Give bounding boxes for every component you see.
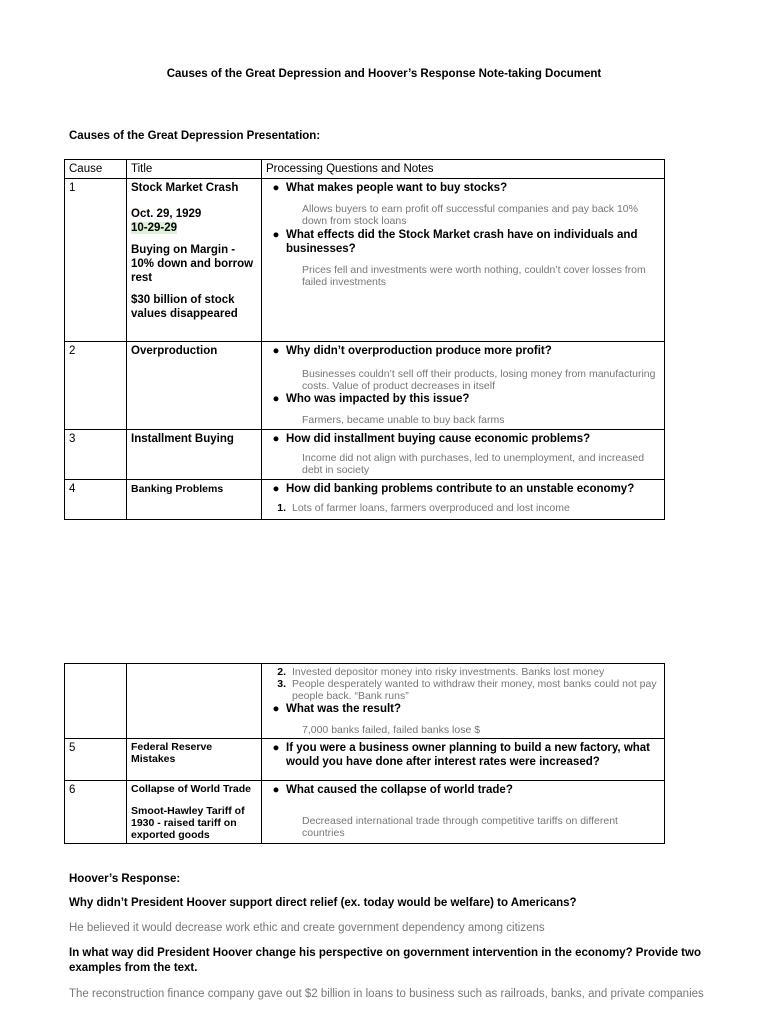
question: ● What was the result? (266, 702, 661, 716)
crash-date: Oct. 29, 1929 (131, 208, 202, 220)
cause-title-cell (127, 781, 262, 844)
notes-cell (262, 739, 665, 781)
question: ● What makes people want to buy stocks? (266, 181, 661, 195)
hoover-question-2: In what way did President Hoover change his perspective on government intervention in the economy? Provide two examples from the text. (69, 947, 701, 974)
cause-title: Installment Buying (127, 430, 262, 480)
table-row-1 (65, 179, 665, 342)
bullet-icon: ● (272, 182, 280, 194)
answer: Decreased international trade through competitive tariffs on different countries (302, 815, 618, 839)
answer: 7,000 banks failed, failed banks lose $ (302, 724, 481, 736)
notes-cell (262, 664, 665, 739)
bullet-icon: ● (272, 433, 280, 445)
bullet-icon: ● (272, 483, 280, 495)
notes-cell (262, 179, 665, 342)
cause-title: Stock Market Crash (131, 182, 239, 194)
hoover-heading: Hoover’s Response: (69, 873, 181, 885)
bullet-icon: ● (272, 703, 280, 715)
cause-title-empty (127, 664, 262, 739)
notes-cell (262, 480, 665, 520)
question: ● What caused the collapse of world trade? (266, 783, 661, 797)
numbered-answer: 1. Lots of farmer loans, farmers overproduced and lost income (277, 502, 570, 514)
bullet-icon: ● (272, 393, 280, 405)
header-cause: Cause (65, 160, 127, 179)
header-notes: Processing Questions and Notes (262, 160, 665, 179)
cause-number: 2 (65, 342, 127, 430)
bullet-icon: ● (272, 784, 280, 796)
table-header-row (65, 160, 665, 179)
numbered-answer: 2. Invested depositor money into risky investments. Banks lost money (277, 666, 605, 678)
causes-table-part-2 (64, 663, 665, 844)
table-row-6 (65, 781, 665, 844)
answer: Income did not align with purchases, led to unemployment, and increased debt in society (302, 452, 645, 476)
header-title: Title (127, 160, 262, 179)
causes-table-part-1 (64, 159, 665, 520)
cause-title: Collapse of World Trade (131, 783, 251, 795)
cause-number: 4 (65, 480, 127, 520)
cause-number: 6 (65, 781, 127, 844)
question: ● How did installment buying cause economic problems? (266, 432, 661, 446)
document-title: Causes of the Great Depression and Hoover’s Response Note-taking Document (166, 68, 602, 80)
cause-number: 5 (65, 739, 127, 781)
margin-note: Buying on Margin - 10% down and borrow rest (131, 244, 254, 284)
section-heading-causes: Causes of the Great Depression Presentation: (69, 130, 321, 142)
question: ● Who was impacted by this issue? (266, 392, 661, 406)
hoover-question-1: Why didn’t President Hoover support direct relief (ex. today would be welfare) to Americans? (69, 897, 577, 909)
question: ● Why didn’t overproduction produce more profit? (266, 344, 661, 358)
answer: Prices fell and investments were worth nothing, couldn’t cover losses from failed investments (302, 264, 646, 288)
cause-number-empty (65, 664, 127, 739)
answer: Farmers, became unable to buy back farms (302, 414, 505, 426)
cause-title: Overproduction (127, 342, 262, 430)
table-row-2 (65, 342, 665, 430)
answer: Businesses couldn’t sell off their products, losing money from manufacturing costs. Value of product decreases in itself (302, 368, 656, 392)
question: ● What effects did the Stock Market crash have on individuals and businesses? (266, 228, 661, 256)
bullet-icon: ● (272, 742, 280, 754)
table-row-4 (65, 480, 665, 520)
hoover-answer-2: The reconstruction finance company gave out $2 billion in loans to business such as railroads, banks, and private companies (69, 988, 704, 1000)
question: ● How did banking problems contribute to an unstable economy? (266, 482, 661, 496)
answer: Allows buyers to earn profit off successful companies and pay back 10% down from stock loans (302, 203, 638, 227)
table-row-4-continued (65, 664, 665, 739)
bullet-icon: ● (272, 345, 280, 357)
cause-number: 3 (65, 430, 127, 480)
notes-cell (262, 781, 665, 844)
cause-number: 1 (65, 179, 127, 342)
question: ● If you were a business owner planning to build a new factory, what would you have done after interest rates were increased? (266, 741, 661, 769)
table-row-5 (65, 739, 665, 781)
notes-cell (262, 342, 665, 430)
notes-cell (262, 430, 665, 480)
cause-title-cell (127, 179, 262, 342)
hoover-answer-1: He believed it would decrease work ethic and create government dependency among citizens (69, 922, 545, 934)
cause-title: Federal Reserve Mistakes (127, 739, 262, 781)
billion-note: $30 billion of stock values disappeared (131, 294, 238, 320)
tariff-note: Smoot-Hawley Tariff of 1930 - raised tariff on exported goods (131, 805, 245, 841)
bullet-icon: ● (272, 229, 280, 241)
table-row-3 (65, 430, 665, 480)
cause-title: Banking Problems (127, 480, 262, 520)
numbered-answer: 3. People desperately wanted to withdraw their money, most banks could not pay people back. “Bank runs” (277, 678, 657, 702)
crash-date-highlight: 10-29-29 (131, 222, 178, 234)
